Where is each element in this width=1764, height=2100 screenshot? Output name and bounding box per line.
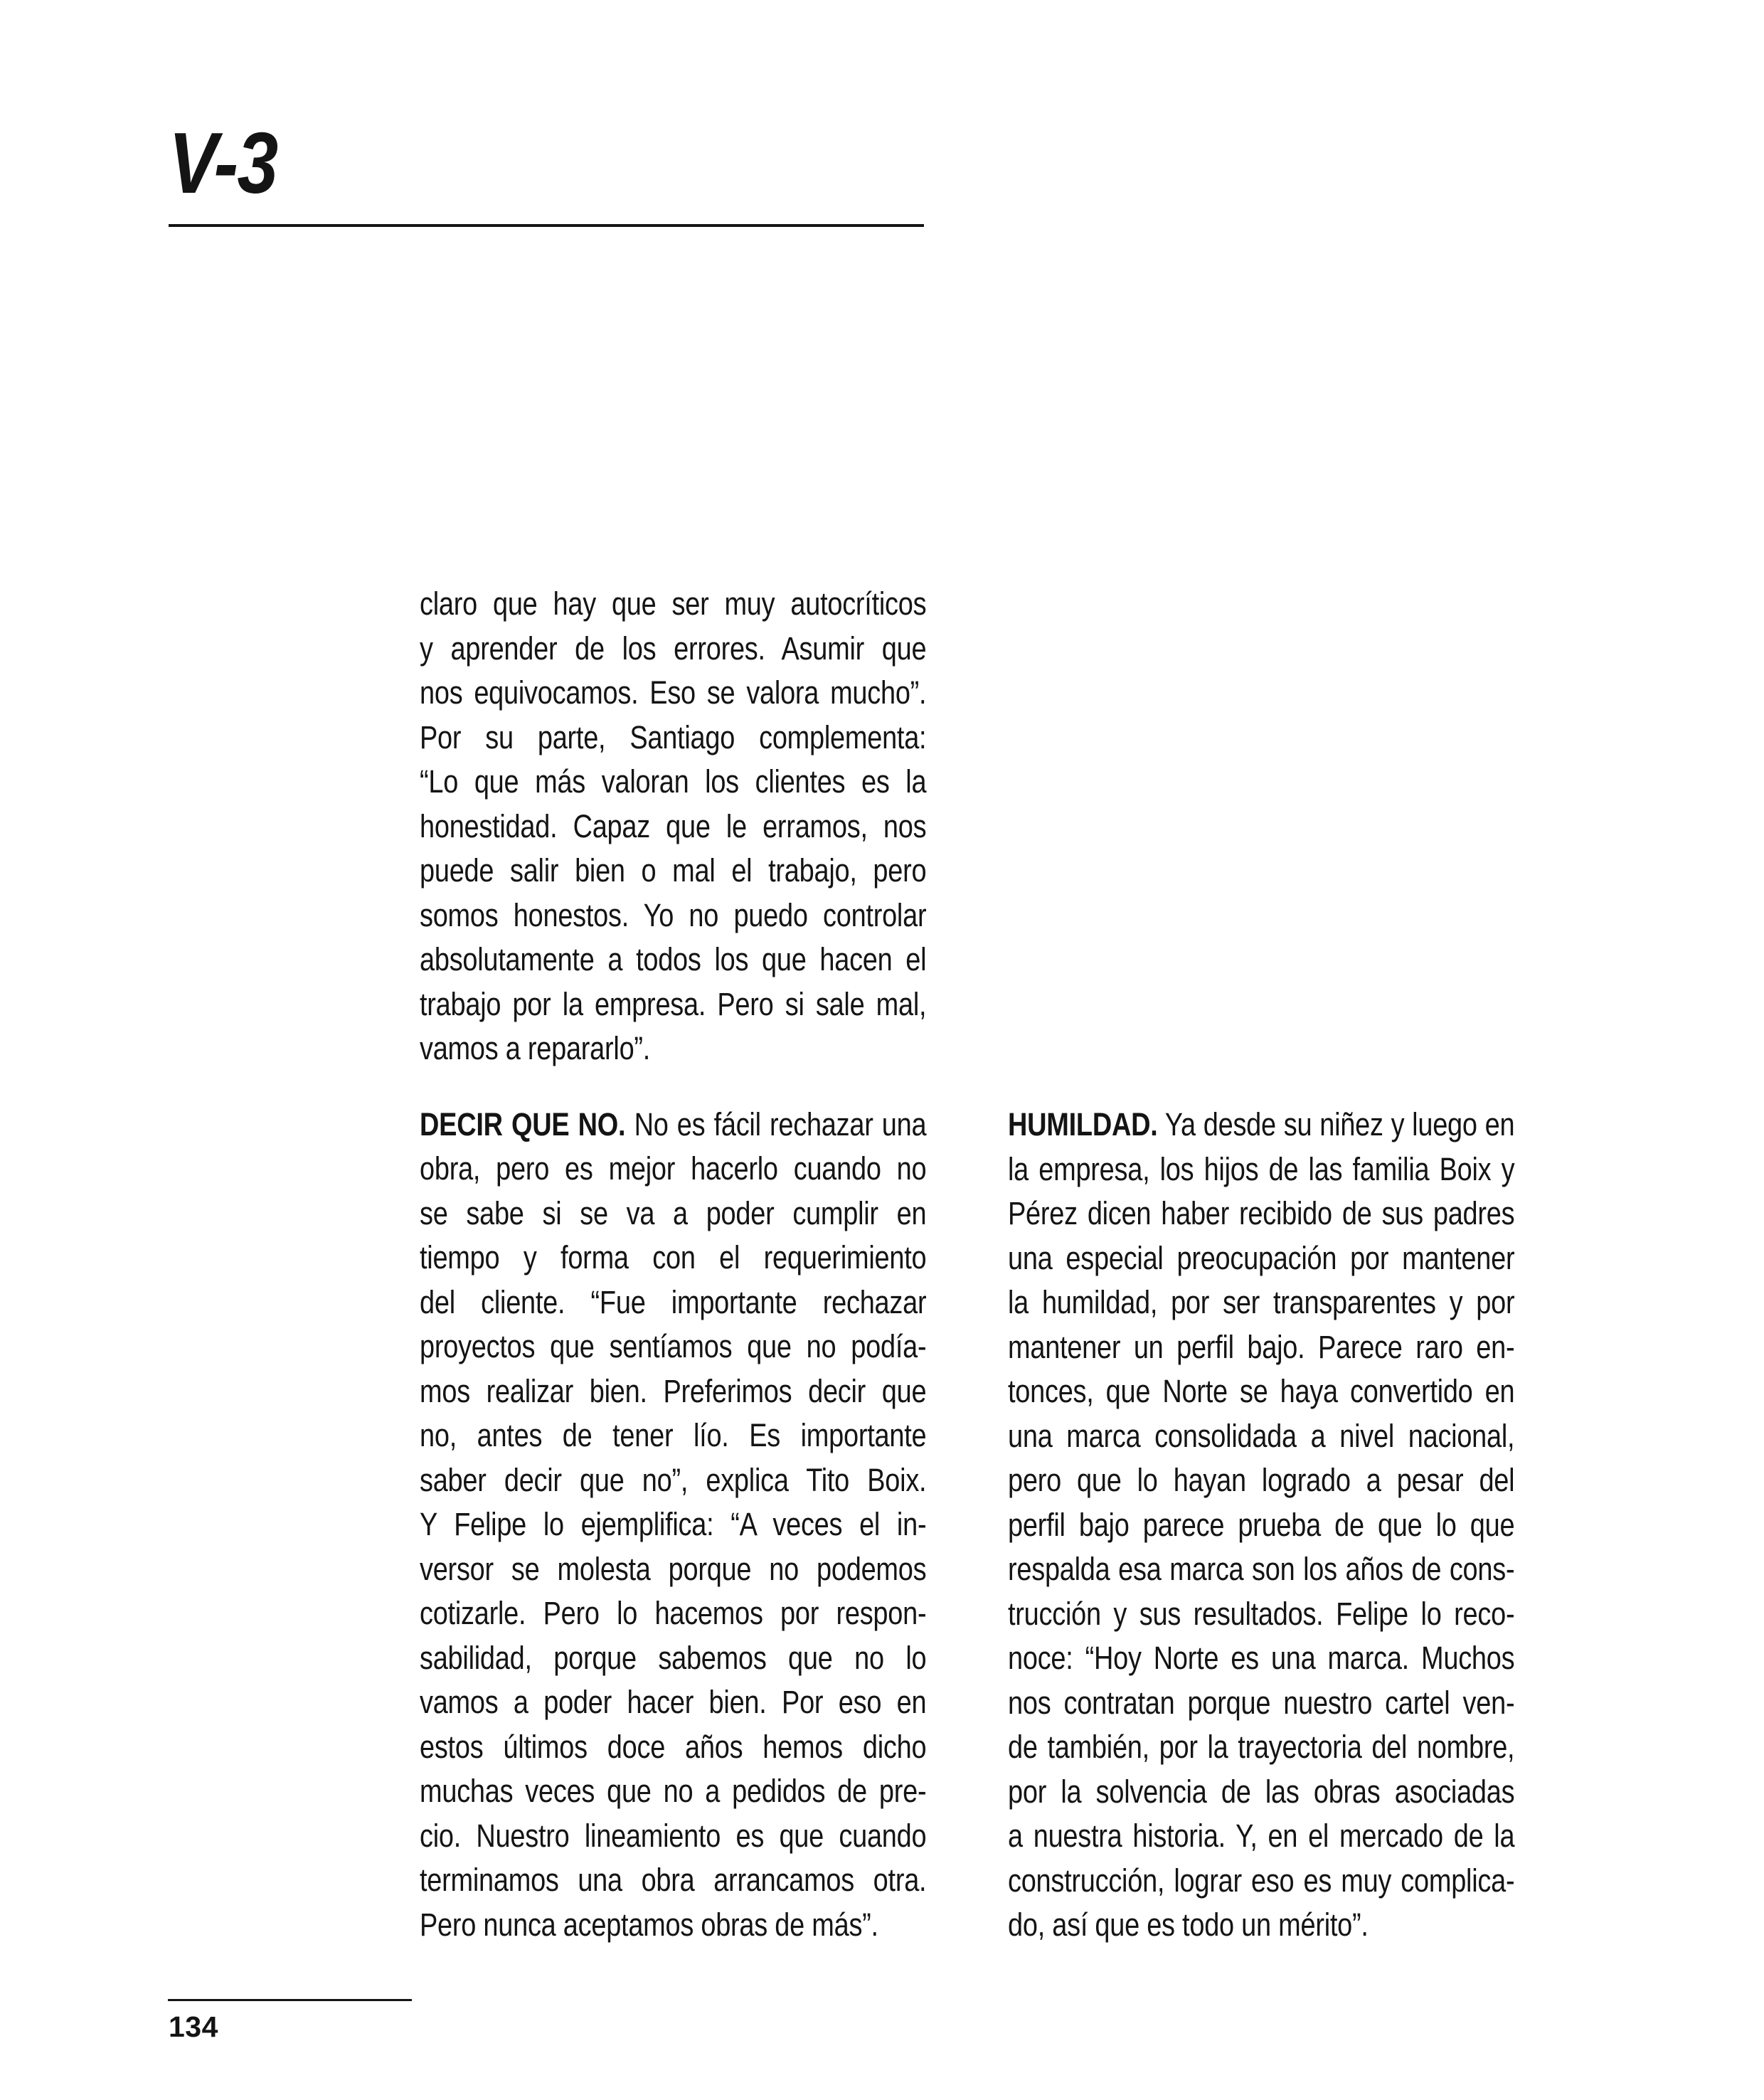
text-line: una marca consolidada a nivel nacional, (1008, 1417, 1515, 1454)
paragraph (420, 1103, 926, 1948)
text-line: de también, por la trayectoria del nombre, (1008, 1729, 1515, 1765)
text-line: do, así que es todo un mérito”. (1008, 1907, 1369, 1943)
text-line: Y Felipe lo ejemplifica: “A veces el in- (420, 1506, 927, 1542)
text-line: mos realizar bien. Preferimos decir que (420, 1372, 927, 1409)
text-line: la empresa, los hijos de las familia Boix y (1008, 1150, 1515, 1187)
text-line: tiempo y forma con el requerimiento (420, 1239, 927, 1276)
text-line: estos últimos doce años hemos dicho (420, 1728, 927, 1765)
text-line: muchas veces que no a pedidos de pre- (420, 1773, 927, 1809)
text-line: nos equivocamos. Eso se valora mucho”. (420, 674, 927, 711)
text-line: puede salir bien o mal el trabajo, pero (420, 852, 927, 889)
footer-rule (168, 1999, 412, 2001)
text-line: y aprender de los errores. Asumir que (420, 630, 927, 667)
paragraph (1008, 1103, 1514, 1948)
text-line: trabajo por la empresa. Pero si sale mal, (420, 985, 927, 1022)
text-line: tonces, que Norte se haya convertido en (1008, 1373, 1515, 1409)
text-line: obra, pero es mejor hacerlo cuando no (420, 1150, 927, 1187)
header-rule (169, 224, 924, 227)
text-line: proyectos que sentíamos que no podía- (420, 1328, 927, 1364)
run-in-heading: DECIR QUE NO. (420, 1105, 626, 1142)
text-line: construcción, lograr eso es muy complica- (1008, 1862, 1515, 1899)
paragraph (420, 582, 926, 1071)
text-line: a nuestra historia. Y, en el mercado de la (1008, 1818, 1515, 1854)
text-line: Por su parte, Santiago complementa: (420, 718, 927, 755)
text-line: cotizarle. Pero lo hacemos por respon- (420, 1595, 927, 1631)
text-line: noce: “Hoy Norte es una marca. Muchos (1008, 1640, 1515, 1676)
text-line: trucción y sus resultados. Felipe lo reco- (1008, 1595, 1515, 1632)
text-line: claro que hay que ser muy autocríticos (420, 585, 927, 622)
text-line: absolutamente a todos los que hacen el (420, 941, 927, 977)
text-line: una especial preocupación por mantener (1008, 1239, 1515, 1276)
text-line: vamos a repararlo”. (420, 1030, 651, 1066)
text-line: perfil bajo parece prueba de que lo que (1008, 1506, 1515, 1543)
text-line: la humildad, por ser transparentes y por (1008, 1284, 1515, 1320)
text-line: se sabe si se va a poder cumplir en (420, 1194, 927, 1231)
text-line: Pero nunca aceptamos obras de más”. (420, 1906, 878, 1943)
text-line: saber decir que no”, explica Tito Boix. (420, 1461, 927, 1498)
text-line: somos honestos. Yo no puedo controlar (420, 896, 927, 933)
text-line: HUMILDAD. Ya desde su niñez y luego en (1008, 1106, 1515, 1142)
chapter-title: V-3 (169, 115, 277, 211)
text-line: no, antes de tener lío. Es importante (420, 1417, 927, 1453)
text-line: honestidad. Capaz que le erramos, nos (420, 807, 927, 844)
text-line: del cliente. “Fue importante rechazar (420, 1283, 927, 1320)
text-line: vamos a poder hacer bien. Por eso en (420, 1684, 927, 1720)
right-column (1008, 1103, 1514, 1948)
text-line: sabilidad, porque sabemos que no lo (420, 1639, 927, 1676)
text-line: DECIR QUE NO. No es fácil rechazar una (420, 1105, 927, 1142)
page-number: 134 (169, 2010, 218, 2043)
text-line: “Lo que más valoran los clientes es la (420, 763, 927, 800)
run-in-heading: HUMILDAD. (1008, 1106, 1158, 1142)
text-line: respalda esa marca son los años de cons- (1008, 1551, 1515, 1587)
text-line: Pérez dicen haber recibido de sus padres (1008, 1195, 1515, 1231)
text-line: por la solvencia de las obras asociadas (1008, 1773, 1515, 1810)
left-column (420, 582, 926, 1947)
text-line: nos contratan porque nuestro cartel ven- (1008, 1684, 1515, 1721)
text-line: versor se molesta porque no podemos (420, 1550, 927, 1587)
text-line: pero que lo hayan logrado a pesar del (1008, 1462, 1515, 1498)
text-line: mantener un perfil bajo. Parece raro en- (1008, 1328, 1515, 1365)
text-line: terminamos una obra arrancamos otra. (420, 1862, 927, 1898)
text-line: cio. Nuestro lineamiento es que cuando (420, 1817, 927, 1854)
